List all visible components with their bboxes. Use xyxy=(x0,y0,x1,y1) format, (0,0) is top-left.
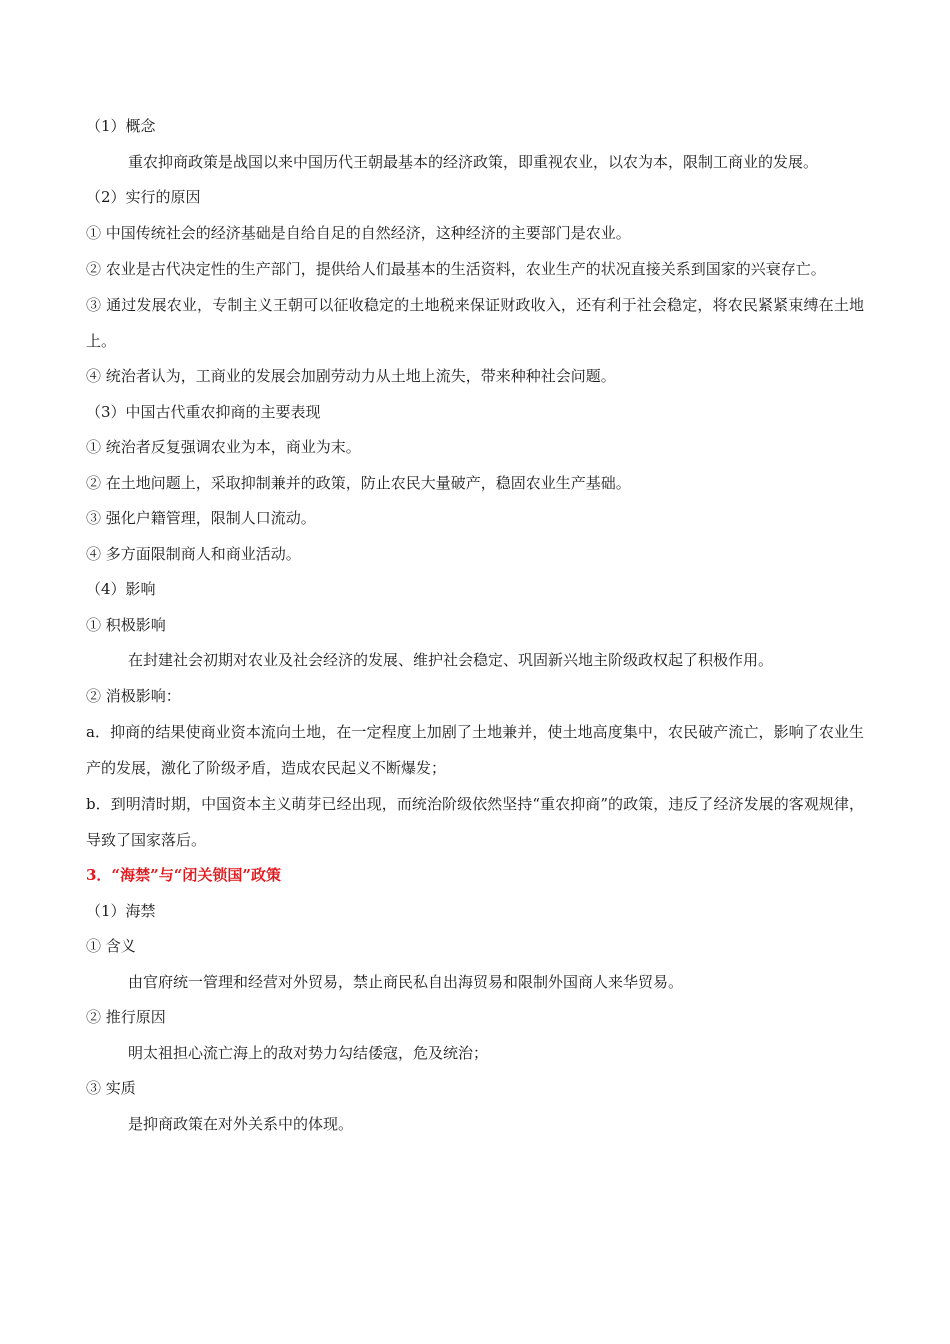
text-line: （4）影响 xyxy=(86,580,156,599)
text-line: 明太祖担心流亡海上的敌对势力勾结倭寇，危及统治； xyxy=(128,1043,489,1062)
text-line: ② 推行原因 xyxy=(86,1008,166,1027)
influence-negative-a: a．抑商的结果使商业资本流向土地，在一定程度上加剧了土地兼并，使土地高度集中，农民破产流亡，影响了农业生产的发展，激化了阶级矛盾，造成农民起义不断爆发； xyxy=(86,722,864,777)
influence-positive-text xyxy=(86,643,864,679)
sea-ban-essence-heading xyxy=(86,1071,864,1107)
text-line: ④ 统治者认为，工商业的发展会加剧劳动力从土地上流失，带来种种社会问题。 xyxy=(86,367,616,386)
text-line: ① 含义 xyxy=(86,937,136,956)
influence-negative-heading xyxy=(86,678,864,714)
text-line: ② 消极影响： xyxy=(86,686,181,705)
text-line: （1）海禁 xyxy=(86,901,156,920)
text-line: ③ 强化户籍管理，限制人口流动。 xyxy=(86,509,316,528)
sea-ban-meaning-text xyxy=(86,964,864,1000)
section-heading-concept xyxy=(86,108,864,144)
document-page xyxy=(86,108,864,1142)
paragraph-concept: 重农抑商政策是战国以来中国历代王朝最基本的经济政策，即重视农业，以农为本，限制工商业的发展。 xyxy=(128,152,819,171)
section-heading-sea-ban xyxy=(86,858,864,894)
text-line: ③ 实质 xyxy=(86,1079,136,1098)
text-line: 在封建社会初期对农业及社会经济的发展、维护社会稳定、巩固新兴地主阶级政权起了积极作用。 xyxy=(128,651,774,670)
reason-item-2: ② 农业是古代决定性的生产部门，提供给人们最基本的生活资料，农业生产的状况直接关系到国家的兴衰存亡。 xyxy=(86,259,826,278)
text-line: ① 积极影响 xyxy=(86,615,166,634)
sea-ban-reason-heading xyxy=(86,1000,864,1036)
text-line: （1）概念 xyxy=(86,116,156,135)
manifestation-item-1 xyxy=(86,430,864,466)
reason-item-4 xyxy=(86,359,864,395)
sea-ban-essence-text xyxy=(86,1106,864,1142)
section-heading-influence xyxy=(86,572,864,608)
manifestation-item-2 xyxy=(86,465,864,501)
reason-item-3: ③ 通过发展农业，专制主义王朝可以征收稳定的土地税来保证财政收入，还有利于社会稳定，将农民紧紧束缚在土地上。 xyxy=(86,295,864,350)
manifestation-item-3 xyxy=(86,501,864,537)
text-line: 是抑商政策在对外关系中的体现。 xyxy=(128,1114,354,1133)
section-heading-reasons xyxy=(86,180,864,216)
text-line: （2）实行的原因 xyxy=(86,188,201,207)
sea-ban-meaning-heading xyxy=(86,929,864,965)
influence-positive-heading xyxy=(86,607,864,643)
manifestation-item-4 xyxy=(86,536,864,572)
text-line: ① 中国传统社会的经济基础是自给自足的自然经济，这种经济的主要部门是农业。 xyxy=(86,223,631,242)
text-line: ② 在土地问题上，采取抑制兼并的政策，防止农民大量破产，稳固农业生产基础。 xyxy=(86,473,631,492)
red-heading: 3．“海禁”与“闭关锁国”政策 xyxy=(86,866,281,885)
section-heading-manifestations xyxy=(86,394,864,430)
text-line: 由官府统一管理和经营对外贸易，禁止商民私自出海贸易和限制外国商人来华贸易。 xyxy=(128,972,684,991)
reason-item-1 xyxy=(86,215,864,251)
influence-negative-b: b．到明清时期，中国资本主义萌芽已经出现，而统治阶级依然坚持“重农抑商”的政策，违反了经济发展的客观规律，导致了国家落后。 xyxy=(86,794,864,849)
text-line: （3）中国古代重农抑商的主要表现 xyxy=(86,402,321,421)
text-line: ① 统治者反复强调农业为本，商业为末。 xyxy=(86,438,361,457)
subheading-sea-ban xyxy=(86,893,864,929)
text-line: ④ 多方面限制商人和商业活动。 xyxy=(86,544,301,563)
sea-ban-reason-text xyxy=(86,1035,864,1071)
